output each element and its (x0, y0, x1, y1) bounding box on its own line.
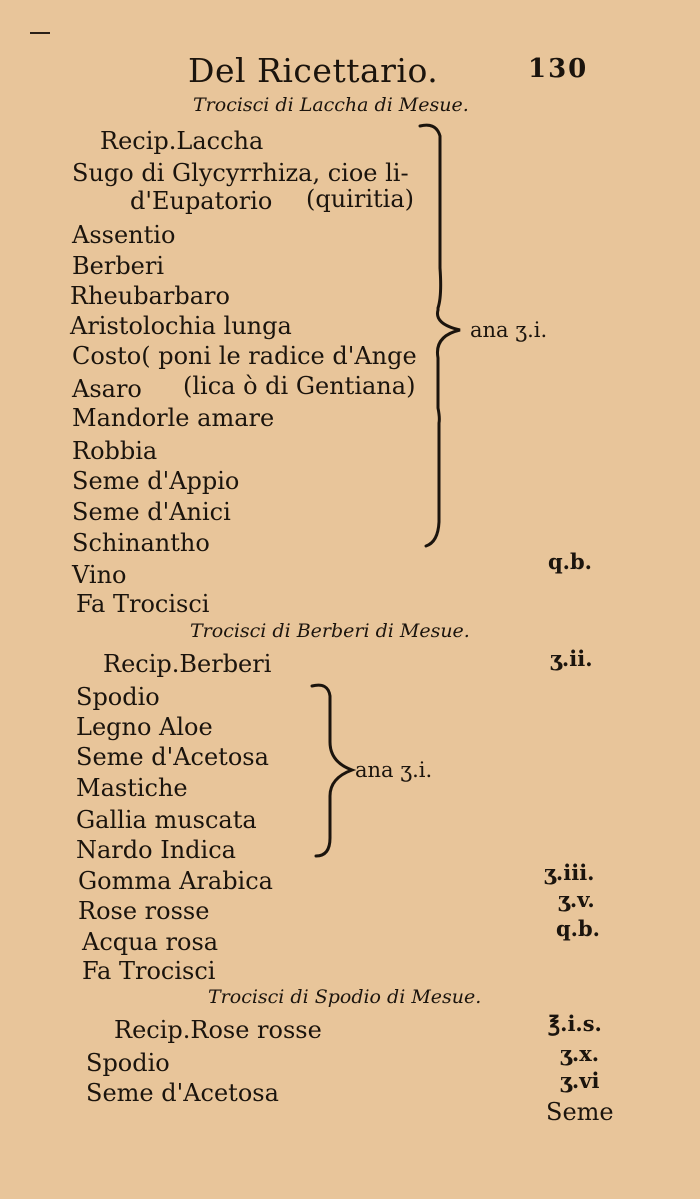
brace-ingredients-2 (308, 678, 358, 862)
dose-label: ana ʒ.i. (470, 318, 548, 342)
dose-label: ʒ.vi (560, 1068, 600, 1093)
recipe-line: Rose rosse (78, 897, 210, 925)
dose-label: ana ʒ.i. (355, 758, 433, 782)
dose-label: ℥.i.s. (548, 1011, 602, 1036)
dose-label: ʒ.ii. (550, 646, 593, 671)
recipe-line: Spodio (86, 1049, 170, 1077)
recipe-line: Rheubarbaro (70, 282, 230, 310)
recipe-line: Seme d'Acetosa (76, 743, 269, 771)
page-number: 130 (528, 54, 589, 84)
recipe-line: Recip.Berberi (103, 650, 272, 678)
dose-label: q.b. (556, 916, 600, 941)
recipe-line: Nardo Indica (76, 836, 236, 864)
section-heading-laccha: Trocisci di Laccha di Mesue. (193, 94, 469, 116)
recipe-line: Assentio (72, 221, 176, 249)
recipe-line: Gallia muscata (76, 806, 257, 834)
margin-mark (30, 32, 50, 34)
recipe-line: Recip.Laccha (100, 127, 264, 155)
recipe-line: Mastiche (76, 774, 188, 802)
recipe-line: Fa Trocisci (76, 590, 210, 618)
recipe-line: Vino (72, 561, 127, 589)
recipe-line: Berberi (72, 252, 165, 280)
running-head: Del Ricettario. (188, 51, 439, 90)
recipe-line: Legno Aloe (76, 713, 213, 741)
section-heading-berberi: Trocisci di Berberi di Mesue. (190, 620, 470, 642)
recipe-line: Asaro (72, 375, 142, 403)
recipe-line: Gomma Arabica (78, 867, 273, 895)
dose-label: ʒ.iii. (544, 860, 595, 885)
recipe-line: (lica ò di Gentiana) (183, 372, 416, 400)
dose-label: ʒ.v. (558, 887, 595, 912)
recipe-line: Sugo di Glycyrrhiza, cioe li- (72, 159, 409, 187)
recipe-line: Aristolochia lunga (70, 312, 292, 340)
recipe-line: Schinantho (72, 529, 210, 557)
recipe-line: Spodio (76, 683, 160, 711)
dose-label: ʒ.x. (560, 1041, 600, 1066)
recipe-line: Mandorle amare (72, 404, 275, 432)
recipe-line: Seme d'Anici (72, 498, 231, 526)
recipe-line: Seme d'Appio (72, 467, 240, 495)
brace-ingredients-1 (412, 118, 472, 558)
recipe-line: Fa Trocisci (82, 957, 216, 985)
recipe-line: Acqua rosa (82, 928, 219, 956)
recipe-line: d'Eupatorio (130, 187, 273, 215)
recipe-line: Seme d'Acetosa (86, 1079, 279, 1107)
section-heading-spodio: Trocisci di Spodio di Mesue. (208, 986, 482, 1008)
recipe-line: Robbia (72, 437, 158, 465)
dose-label: q.b. (548, 549, 592, 574)
recipe-line: (quiritia) (306, 185, 414, 213)
catchword: Seme (546, 1098, 614, 1126)
recipe-line: Costo( poni le radice d'Ange (72, 342, 417, 370)
recipe-line: Recip.Rose rosse (114, 1016, 322, 1044)
